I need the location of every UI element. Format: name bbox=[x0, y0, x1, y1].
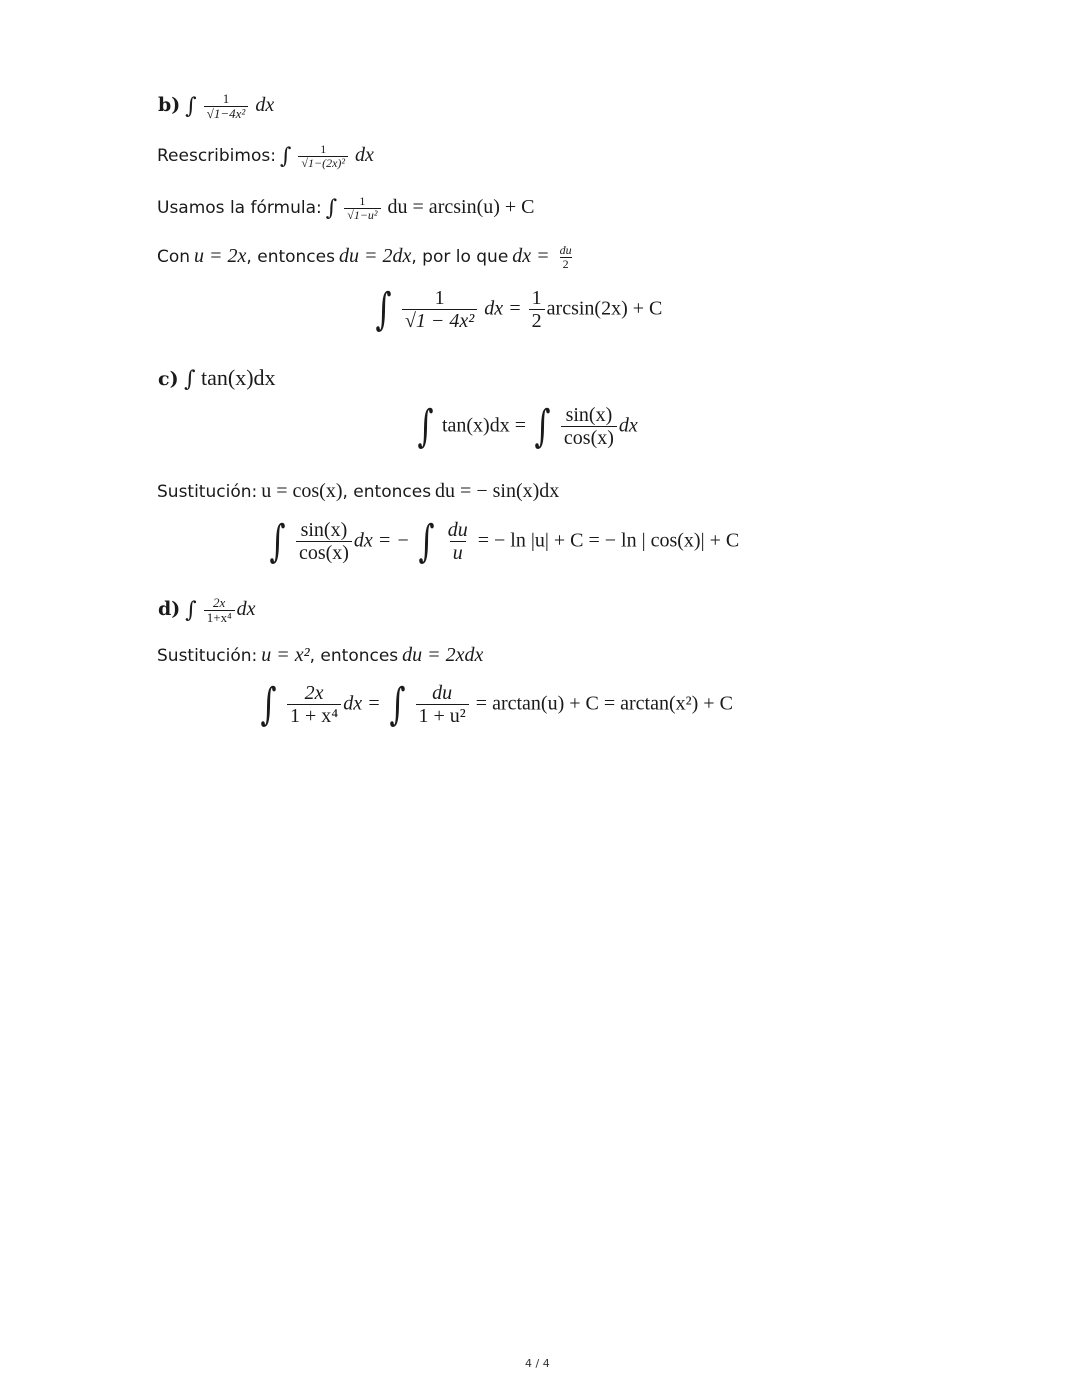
rewrite-label: Reescribimos: bbox=[157, 145, 276, 166]
page-number: 4 / 4 bbox=[525, 1357, 550, 1370]
formula-label: Usamos la fórmula: bbox=[157, 197, 322, 218]
result-b-fraction: $\frac{1}{\text{√1 − 4x²}}$ bbox=[402, 288, 477, 332]
dx-fraction: $\frac{du}{2}$ bbox=[559, 243, 572, 271]
substitution-b-line: Con u = 2x, entonces du = 2dx, por lo que dx = $\frac{du}{2}$ bbox=[157, 244, 577, 271]
result-b-equation: ∫ $\frac{1}{\text{√1 − 4x²}}$ dx = $\frac{1}{2}$ arcsin(2x) + C bbox=[375, 284, 663, 335]
equation-c1: ∫ tan(x)dx = ∫ $\frac{\sin(x)}{\cos(x)}$ dx bbox=[417, 401, 638, 452]
rewrite-line: Reescribimos: ∫ $\frac{1}{\text{√1−(2x)²}}$ dx bbox=[157, 142, 374, 170]
problem-d-label: d) bbox=[158, 598, 181, 621]
problem-b-dx: dx bbox=[255, 94, 275, 117]
rewrite-fraction: $\frac{1}{\text{√1−(2x)²}}$ bbox=[298, 143, 348, 170]
integral-sign: ∫ bbox=[185, 93, 197, 119]
problem-c-heading bbox=[158, 365, 276, 392]
problem-d-heading: d) ∫ $\frac{2x}{\text{1+x⁴}}$ dx bbox=[158, 595, 256, 625]
integral-sign: ∫ bbox=[534, 401, 551, 452]
du-over-u-fraction: $\frac{du}{u}$ bbox=[447, 519, 468, 564]
integral-sign: ∫ bbox=[269, 516, 286, 567]
integral-sign: ∫ bbox=[260, 679, 277, 730]
half-fraction: $\frac{1}{2}$ bbox=[529, 288, 545, 332]
equation-d: ∫ $\frac{2x}{\text{1 + x⁴}}$ dx = ∫ $\frac{du}{\text{1 + u²}}$ = arctan(u) + C = arctan(x²) + C bbox=[260, 679, 733, 730]
problem-c-label: c) bbox=[158, 368, 179, 390]
substitution-d-line: Sustitución: u = x², entonces du = 2xdx bbox=[157, 644, 484, 666]
formula-rest: du = arcsin(u) + C bbox=[387, 195, 535, 218]
integral-sign: ∫ bbox=[375, 284, 392, 335]
sin-cos-fraction: $\frac{\sin(x)}{\cos(x)}$ bbox=[561, 405, 617, 449]
2x-fraction: $\frac{2x}{\text{1 + x⁴}}$ bbox=[287, 683, 341, 727]
problem-c-expression: tan(x)dx bbox=[201, 365, 276, 390]
problem-b-fraction: $\frac{1}{\text{√1−4x²}}$ bbox=[204, 92, 249, 121]
sin-cos-fraction-2: $\frac{\sin(x)}{\cos(x)}$ bbox=[296, 520, 352, 564]
integral-sign: ∫ bbox=[418, 516, 435, 567]
integral-sign: ∫ bbox=[185, 597, 197, 623]
substitution-c-line: Sustitución: u = cos(x), entonces du = − sin(x)dx bbox=[157, 480, 560, 502]
problem-b-heading bbox=[158, 92, 274, 121]
integral-sign: ∫ bbox=[325, 195, 338, 221]
integral-sign: ∫ bbox=[417, 401, 434, 452]
problem-b-label: b) bbox=[158, 94, 181, 117]
formula-line bbox=[157, 195, 535, 222]
integral-sign: ∫ bbox=[279, 143, 292, 169]
du-over-1-u2-fraction: $\frac{du}{\text{1 + u²}}$ bbox=[416, 683, 469, 727]
integral-sign: ∫ bbox=[389, 679, 406, 730]
problem-d-fraction: $\frac{2x}{\text{1+x⁴}}$ bbox=[204, 596, 235, 625]
integral-sign: ∫ bbox=[184, 367, 196, 393]
formula-fraction: $\frac{1}{\text{√1−u²}}$ bbox=[344, 195, 380, 222]
equation-c2: ∫ $\frac{\sin(x)}{\cos(x)}$ dx = − ∫ $\frac{du}{u}$ = − ln |u| + C = − ln | cos(x)| + C bbox=[269, 516, 740, 567]
